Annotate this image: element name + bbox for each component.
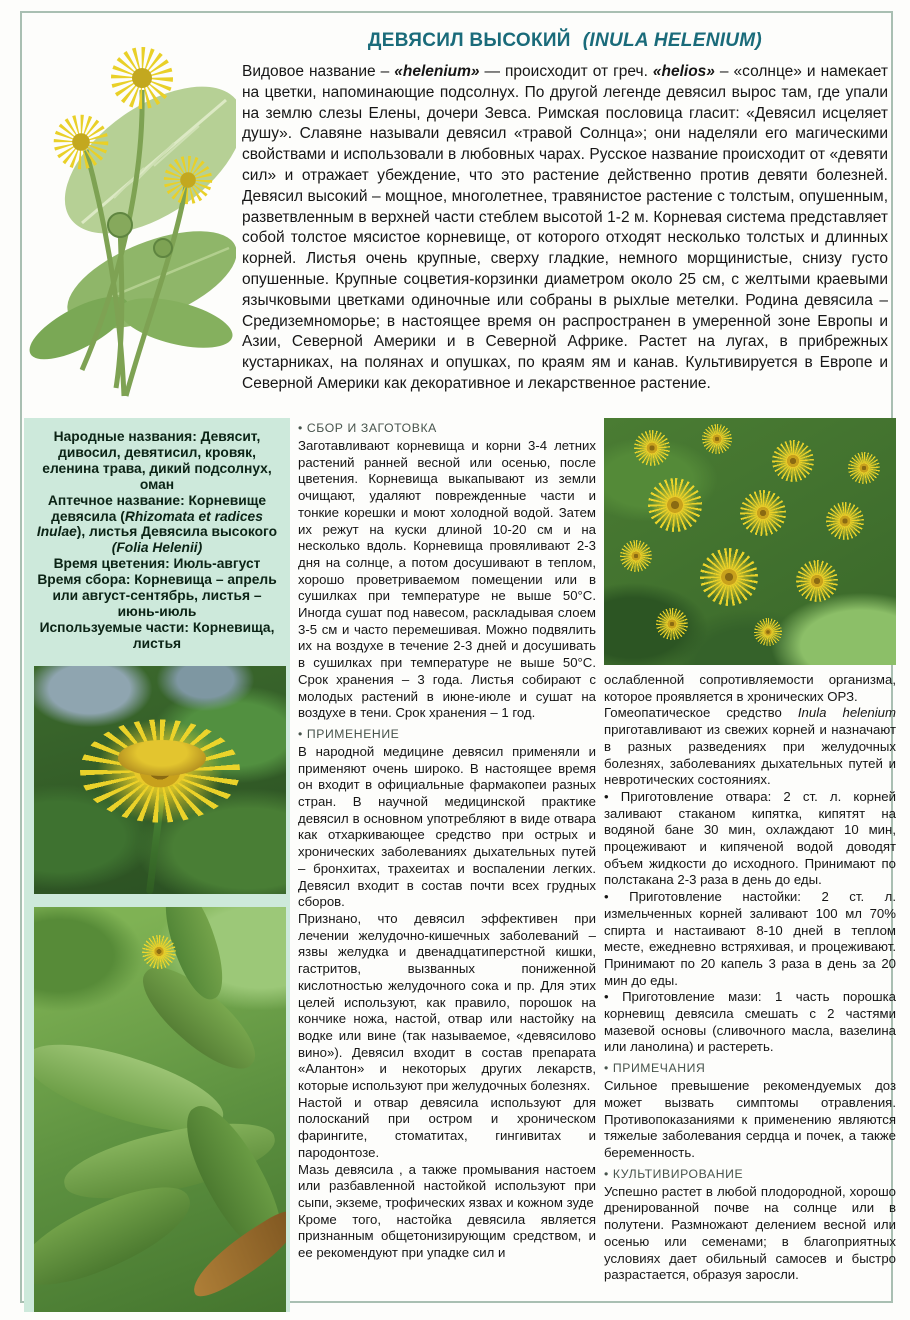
flower-graphic bbox=[142, 935, 176, 969]
right-column-text bbox=[604, 672, 896, 1284]
flower-graphic bbox=[648, 478, 702, 532]
text-run: Настой и отвар девясила используют для полосканий при остром и хроническом фарингите, стоматитах, гингивитах и пародонтозе. bbox=[298, 1094, 596, 1160]
text-run: ), листья Девясила высокого bbox=[76, 524, 278, 540]
flower-graphic bbox=[740, 490, 786, 536]
bullet-paragraph bbox=[604, 889, 896, 989]
intro-paragraph bbox=[242, 62, 888, 395]
paragraph bbox=[298, 1095, 596, 1162]
title-latin: (INULA HELENIUM) bbox=[582, 30, 763, 51]
paragraph bbox=[604, 705, 896, 789]
middle-column bbox=[298, 418, 596, 1312]
flower-graphic bbox=[796, 560, 838, 602]
three-column-section bbox=[24, 418, 897, 1312]
flower-graphic bbox=[700, 548, 758, 606]
bullet-icon: • bbox=[604, 788, 621, 804]
bullet-icon: • bbox=[604, 1166, 613, 1181]
section-header bbox=[604, 1061, 896, 1075]
text-run: Девясит, дивосил, девятисил, кровяк, еленина трава, дикий подсолнух, оман bbox=[42, 429, 272, 492]
flower-graphic bbox=[656, 608, 688, 640]
page-content bbox=[24, 14, 897, 1312]
infobox-item bbox=[32, 493, 282, 557]
text-run: — происходит от греч. bbox=[479, 63, 653, 80]
text-run: Время сбора: bbox=[37, 572, 131, 588]
text-run: Успешно растет в любой плодородной, хорошо дренированной почве на солнце или в полутени. Размножают делением весной или осенью или семенами; в благоприятных условиях дает обильный самосев и быстро разрастается, образуя заросли. bbox=[604, 1183, 896, 1283]
photo-flowering-bush bbox=[604, 418, 896, 665]
paragraph bbox=[604, 672, 896, 705]
text-run: В народной медицине девясил применяли и применяют очень широко. В настоящее время он входит в официальные фармакопеи разных стран. В научной медицинской практике девясил в основном употребляют в виде отвара как отхаркивающее средство при острых и хронических заболеваниях дыхательных путей – бронхитах, трахеитах и воспалении легких. Девясил входит в состав почти всех грудных сборов. bbox=[298, 743, 596, 910]
photo-plant-thicket bbox=[34, 907, 286, 1312]
text-run: «helios» bbox=[652, 63, 715, 80]
intro-block bbox=[236, 14, 890, 418]
text-run: Корневища, листья bbox=[132, 619, 275, 651]
text-run: Время цветения: bbox=[53, 556, 170, 572]
flower-disc bbox=[118, 740, 206, 776]
text-run: приготавливают из свежих корней и назначают в разных разведениях при желудочных болезнях, заболеваниях дыхательных путей и невротических состояниях. bbox=[604, 722, 896, 788]
bullet-paragraph bbox=[604, 789, 896, 889]
text-run: Народные названия: bbox=[53, 429, 197, 444]
bullet-icon: • bbox=[604, 989, 623, 1005]
text-run: Кроме того, настойка девясила является признанным общетонизирующим средством, и ее рекомендуют при упадке сил и bbox=[298, 1211, 596, 1261]
paragraph bbox=[604, 1078, 896, 1162]
text-run: Приготовление настойки: 2 ст. л. измельченных корней заливают 100 мл 70% спирта и настаивают 8-10 дней в теплом месте, ежедневно встряхивая, и процеживают. Принимают по 20 капель 3 раза в день за 20 мин до еды. bbox=[604, 889, 896, 988]
flower-icon bbox=[126, 62, 158, 94]
flower-graphic bbox=[754, 618, 782, 646]
text-run: Сильное превышение рекомендуемых доз может вызвать симптомы отравления. Противопоказаниями к применению являются тяжелые заболевания сердца и почек, а также беременность. bbox=[604, 1078, 896, 1160]
text-run: Аптечное название: bbox=[47, 492, 185, 508]
paragraph bbox=[298, 1162, 596, 1212]
flower-graphic bbox=[826, 502, 864, 540]
flower-graphic bbox=[620, 540, 652, 572]
text-run: Июль-август bbox=[169, 556, 261, 572]
text-run: (Folia Helenii) bbox=[111, 540, 203, 556]
photo-flower-closeup bbox=[34, 666, 286, 894]
section-header-label: ПРИМЕНЕНИЕ bbox=[306, 726, 400, 741]
flower-graphic bbox=[634, 430, 670, 466]
left-column bbox=[24, 418, 290, 1312]
paragraph bbox=[298, 1212, 596, 1262]
text-run: Приготовление отвара: 2 ст. л. корней заливают стаканом кипятка, кипятят на водяной бане 30 мин, охлаждают 10 мин, процеживают и кипяченой водой доводят объем жидкости до исходного. Принимают по полстакана 2-3 раза в день до еды. bbox=[604, 788, 896, 888]
text-run: Корневище девясила ( bbox=[51, 492, 267, 524]
text-run: «helenium» bbox=[394, 63, 480, 80]
bullet-paragraph bbox=[604, 989, 896, 1056]
bullet-icon: • bbox=[604, 1061, 613, 1076]
title-russian: ДЕВЯСИЛ ВЫСОКИЙ bbox=[367, 30, 571, 51]
paragraph bbox=[604, 1184, 896, 1284]
text-run: Видовое название – bbox=[242, 63, 395, 80]
text-run: – «солнце» и намекает на цветки, напоминающие подсолнух. По другой легенде девясил вырос там, где упали на землю слезы Елены, дочери Зевса. Римская пословица гласит: «Девясил исцеляет душу». Славяне называли девясил «травой Солнца»; они наделяли его магическими свойствами и использовали в любовных чарах. Русское название происходит от «девяти сил» и отражает убеждение, что это растение действенно против девяти болезней. Девясил высокий – мощное, многолетнее, травянистое растение с толстым, опушенным, разветвленным в верхней части стеблем высотой 1-2 м. Корневая система представляет собой толстое мясистое корневище, от которого отходят несколько толстых и длинных корней. Листья очень крупные, сверху гладкие, немного морщинистые, снизу густо опушенные. Крупные соцветия-корзинки диаметром около 25 см, с желтыми краевыми язычковыми цветками одиночные или собраны в рыхлые метелки. Родина девясила – Средиземноморье; в настоящее время он распространен в умеренной зоне Европы и Азии, Северной Америки и в Северной Африке. Растет на лугах, в прибрежных кустарниках, на полянах и опушках, по краям ям и канав. Культивируется в Европе и Северной Америки как декоративное и лекарственное растение. bbox=[242, 63, 888, 392]
text-run: Заготавливают корневища и корни 3-4 летних растений ранней весной или осенью, после цветения. Корневища выкапывают из земли очищают, удаляют поврежденные части и тонкие корешки и моют холодной водой. Затем их режут на куски длиной 10-20 см и на несколько вдоль. Корневища провяливают 2-3 дня на солнце, а потом досушивают в теплом, хорошо проветриваемом помещении или в сушилках при температуре не выше 50°С. Иногда сушат под навесом, раскладывая слоем 3-5 см и часто перемешивая. Можно подвялить их на воздухе в течение 2-3 дней и досушивать в сушилках при температуре не выше 50°С. Срок хранения – 3 года. Листья собирают с молодых растений в июне-июле и сушат на воздухе в тени. Срок хранения – 1 год. bbox=[298, 438, 596, 721]
infobox-item bbox=[32, 429, 282, 493]
text-run: Корневища – апрель или август-сентябрь, листья – июнь-июль bbox=[52, 572, 277, 619]
paragraph bbox=[298, 438, 596, 722]
paragraph bbox=[298, 911, 596, 1095]
infobox-item bbox=[32, 556, 282, 572]
section-header bbox=[298, 421, 596, 435]
text-run: Гомеопатическое средство bbox=[604, 705, 798, 721]
flower-graphic bbox=[772, 440, 814, 482]
botanical-illustration bbox=[24, 14, 236, 418]
text-run: Мазь девясила , а также промывания настоем или разбавленной настойкой используют при сыпи, экземе, трофических язвах и кожном зуде bbox=[298, 1161, 596, 1210]
top-section bbox=[24, 14, 890, 418]
text-run: ослабленной сопротивляемости организма, которое проявляется в хронических ОРЗ. bbox=[604, 672, 896, 704]
flower-graphic bbox=[702, 424, 732, 454]
text-run: Признано, что девясил эффективен при лечении желудочно-кишечных заболеваний – язвы желудка и двенадцатиперстной кишки, гастритов, вызванных пониженной кислотностью желудочного сока и пр. Для этих целей используют, как правило, порошок на кончике ножа, настой, отвар или настойку на водке или вине (так называемое, «девясилово вино»). Девясил входит в состав препарата «Алантон» и некоторых других лекарств, которые используют при желудочных болезнях. bbox=[298, 910, 596, 1094]
section-header-label: КУЛЬТИВИРОВАНИЕ bbox=[612, 1166, 744, 1181]
page-title bbox=[242, 30, 888, 52]
section-header-label: СБОР И ЗАГОТОВКА bbox=[306, 421, 437, 435]
bullet-icon: • bbox=[298, 726, 307, 741]
infobox-item bbox=[32, 572, 282, 620]
text-run: Rhizomata et radices Inulae bbox=[36, 508, 263, 540]
section-header-label: ПРИМЕЧАНИЯ bbox=[612, 1061, 706, 1076]
text-run: Используемые части: bbox=[39, 619, 190, 635]
infobox bbox=[24, 418, 290, 660]
flower-graphic bbox=[848, 452, 880, 484]
right-column bbox=[604, 418, 896, 1312]
section-header bbox=[298, 727, 596, 741]
text-run: Приготовление мази: 1 часть порошка корневищ девясила смешать с 2 частями мазевой основы (сливочного масла, вазелина или ланолина) и растереть. bbox=[604, 989, 896, 1055]
elecampane-drawing bbox=[24, 18, 236, 414]
bullet-icon: • bbox=[298, 421, 307, 435]
paragraph bbox=[298, 744, 596, 911]
bullet-icon: • bbox=[604, 889, 630, 905]
infobox-item bbox=[32, 620, 282, 652]
text-run: Inula helenium bbox=[797, 705, 897, 721]
section-header bbox=[604, 1167, 896, 1181]
